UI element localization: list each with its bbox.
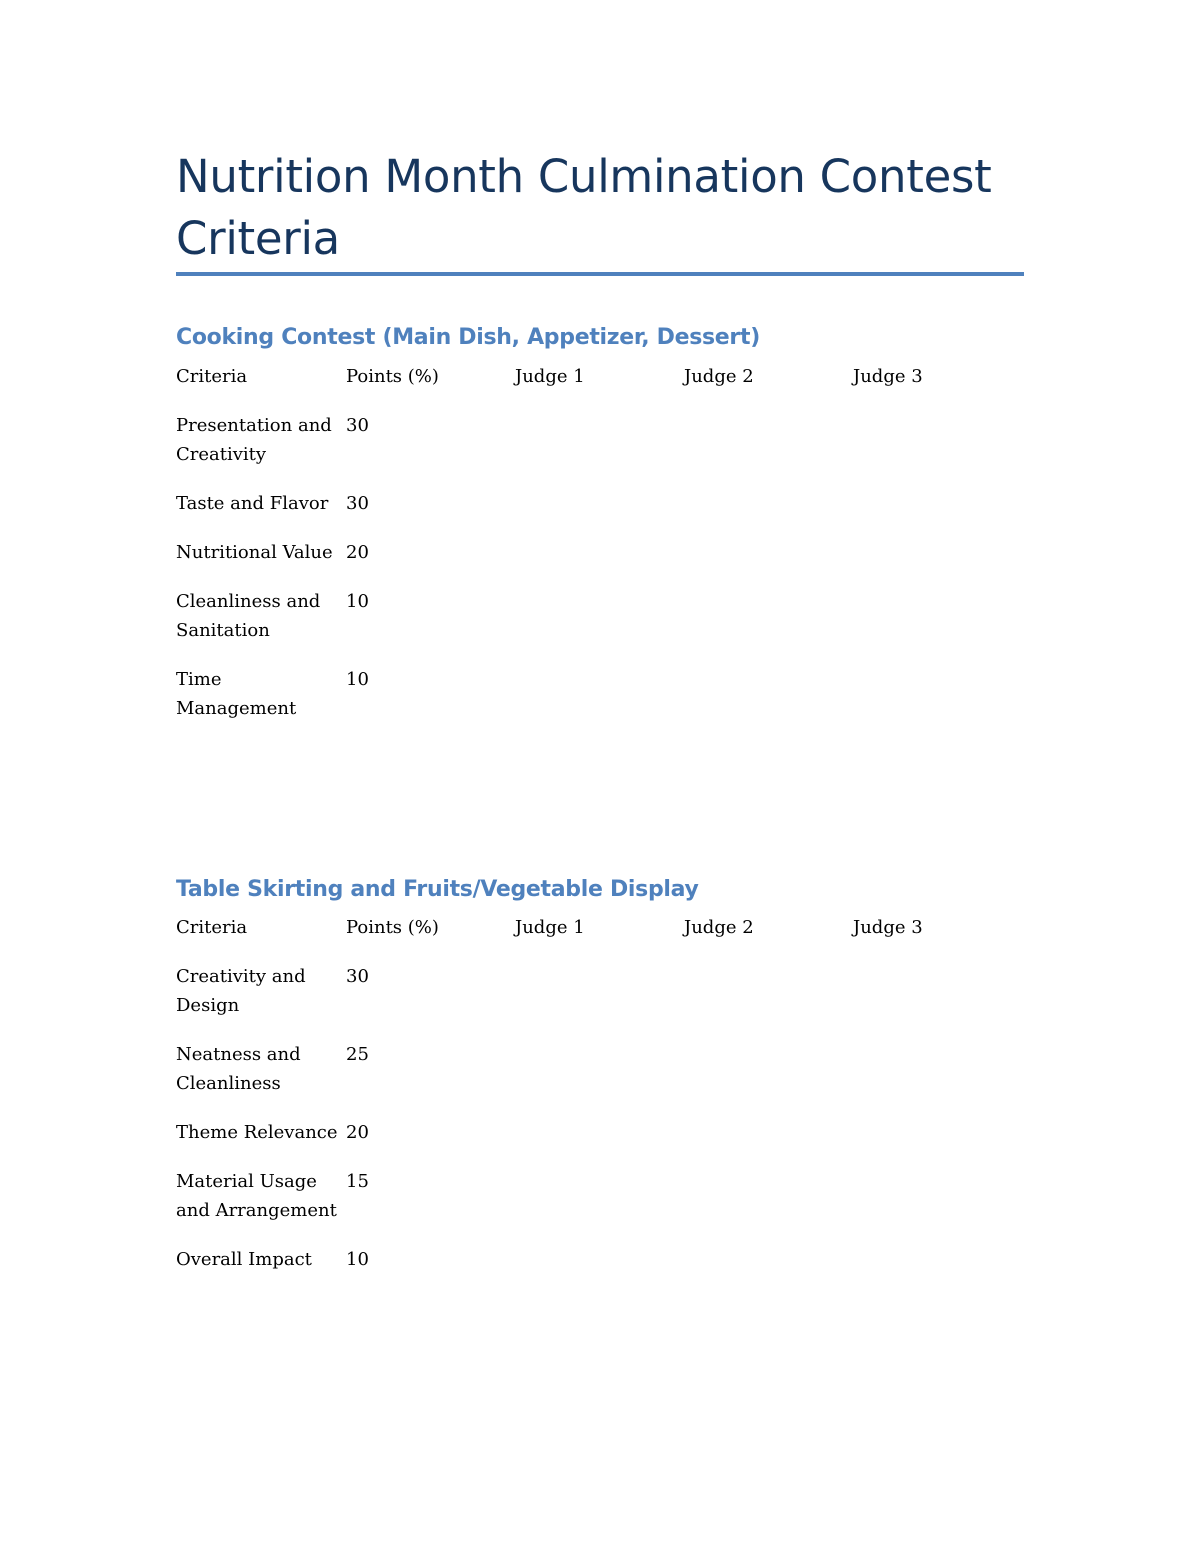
title-underline [176, 272, 1024, 276]
cooking-contest-criteria-table [176, 362, 1022, 743]
table-row [176, 1118, 1022, 1167]
judge-2-score [684, 1040, 853, 1118]
column-header-judge-1: Judge 1 [515, 366, 585, 387]
table-row [176, 489, 1022, 538]
criteria-points: 10 [346, 669, 369, 690]
judge-1-score [515, 538, 684, 587]
document-title: Nutrition Month Culmination Contest Criteria [176, 150, 992, 265]
table-row [176, 1167, 1022, 1245]
section-heading-table-skirting: Table Skirting and Fruits/Vegetable Display [176, 877, 699, 902]
table-row [176, 665, 1022, 743]
judge-1-score [515, 1167, 684, 1245]
judge-3-score [853, 587, 1022, 665]
judge-2-score [684, 665, 853, 743]
criteria-name: Creativity and Design [176, 966, 306, 1016]
column-header-judge-3: Judge 3 [853, 366, 923, 387]
judge-3-score [853, 411, 1022, 489]
criteria-points: 20 [346, 542, 369, 563]
criteria-points: 25 [346, 1044, 369, 1065]
judge-3-score [853, 1167, 1022, 1245]
judge-2-score [684, 1167, 853, 1245]
judge-3-score [853, 962, 1022, 1040]
judge-1-score [515, 489, 684, 538]
table-skirting-criteria-table [176, 913, 1022, 1294]
judge-2-score [684, 962, 853, 1040]
table-row [176, 1245, 1022, 1294]
criteria-name: Taste and Flavor [176, 493, 329, 514]
column-header-judge-1: Judge 1 [515, 917, 585, 938]
judge-2-score [684, 1118, 853, 1167]
column-header-criteria: Criteria [176, 917, 248, 938]
column-header-criteria: Criteria [176, 366, 248, 387]
column-header-points: Points (%) [346, 366, 439, 387]
column-header-judge-2: Judge 2 [684, 366, 754, 387]
judge-2-score [684, 411, 853, 489]
judge-1-score [515, 411, 684, 489]
table-row [176, 538, 1022, 587]
judge-2-score [684, 538, 853, 587]
judge-3-score [853, 1245, 1022, 1294]
criteria-points: 30 [346, 493, 369, 514]
table-row [176, 1040, 1022, 1118]
criteria-points: 10 [346, 1249, 369, 1270]
judge-1-score [515, 587, 684, 665]
table-header-row [176, 362, 1022, 411]
criteria-name: Material Usage and Arrangement [176, 1171, 337, 1221]
judge-1-score [515, 1040, 684, 1118]
criteria-points: 10 [346, 591, 369, 612]
judge-3-score [853, 665, 1022, 743]
criteria-name: Cleanliness and Sanitation [176, 591, 321, 641]
column-header-judge-3: Judge 3 [853, 917, 923, 938]
table-row [176, 962, 1022, 1040]
judge-1-score [515, 1118, 684, 1167]
judge-3-score [853, 489, 1022, 538]
criteria-points: 30 [346, 415, 369, 436]
criteria-name: Time Management [176, 669, 297, 719]
criteria-name: Nutritional Value [176, 542, 333, 563]
criteria-points: 20 [346, 1122, 369, 1143]
criteria-name: Neatness and Cleanliness [176, 1044, 301, 1094]
criteria-name: Theme Relevance [176, 1122, 338, 1143]
table-header-row [176, 913, 1022, 962]
judge-1-score [515, 1245, 684, 1294]
judge-2-score [684, 489, 853, 538]
criteria-name: Overall Impact [176, 1249, 312, 1270]
judge-1-score [515, 962, 684, 1040]
judge-2-score [684, 1245, 853, 1294]
table-row [176, 587, 1022, 665]
judge-3-score [853, 1040, 1022, 1118]
criteria-points: 30 [346, 966, 369, 987]
judge-3-score [853, 1118, 1022, 1167]
table-row [176, 411, 1022, 489]
judge-2-score [684, 587, 853, 665]
judge-1-score [515, 665, 684, 743]
column-header-judge-2: Judge 2 [684, 917, 754, 938]
criteria-name: Presentation and Creativity [176, 415, 332, 465]
column-header-points: Points (%) [346, 917, 439, 938]
section-heading-cooking-contest: Cooking Contest (Main Dish, Appetizer, Dessert) [176, 325, 760, 350]
judge-3-score [853, 538, 1022, 587]
criteria-points: 15 [346, 1171, 369, 1192]
